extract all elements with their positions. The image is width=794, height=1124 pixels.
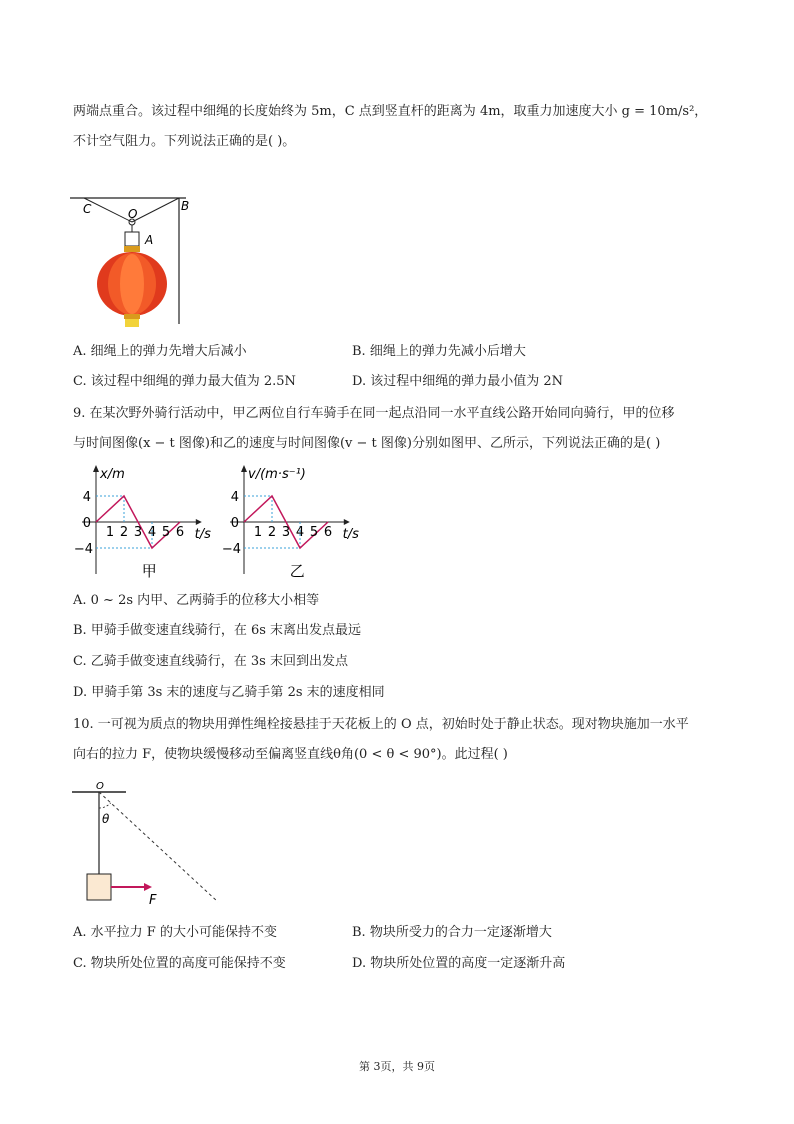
y-tick-label: 4 — [230, 490, 239, 505]
q8-option-b: B. 细绳上的弹力先减小后增大 — [352, 344, 526, 359]
q10-text-line1: 10. 一可视为质点的物块用弹性绳栓接悬挂于天花板上的 O 点，初始时处于静止状态。现对物块施加一水平 — [73, 717, 689, 732]
y-tick-label: 0 — [82, 516, 91, 531]
q9-option-b: B. 甲骑手做变速直线骑行，在 6s 末离出发点最远 — [73, 623, 362, 638]
lantern-cap — [124, 246, 140, 252]
chart-caption: 乙 — [289, 562, 305, 580]
y-tick-label: 0 — [230, 516, 239, 531]
q9-option-c: C. 乙骑手做变速直线骑行，在 3s 末回到出发点 — [73, 654, 348, 669]
q8-text-line2: 不计空气阻力。下列说法正确的是( )。 — [73, 134, 296, 149]
y-tick-label: −4 — [73, 542, 93, 557]
x-axis-arrow — [196, 519, 202, 525]
x-tick-label: 6 — [175, 525, 185, 540]
label-b: B — [181, 199, 190, 213]
x-tick-label: 5 — [161, 525, 171, 540]
x-tick-label: 6 — [323, 525, 333, 540]
label-c: C — [83, 202, 92, 216]
pendulum-figure — [70, 778, 230, 908]
x-tick-label: 1 — [253, 525, 263, 540]
x-tick-label: 2 — [119, 525, 129, 540]
q10-option-d: D. 物块所处位置的高度一定逐渐升高 — [352, 956, 566, 971]
x-tick-label: 5 — [309, 525, 319, 540]
q9-option-a: A. 0 ~ 2s 内甲、乙两骑手的位移大小相等 — [73, 593, 320, 608]
q8-text-line1: 两端点重合。该过程中细绳的长度始终为 5m，C 点到竖直杆的距离为 4m，取重力加速度大小 g = 10m/s²， — [73, 104, 708, 119]
lantern-figure — [70, 192, 200, 330]
y-axis-label: v/(m·s⁻¹) — [248, 467, 306, 482]
label-f: F — [149, 893, 157, 908]
q8-option-d: D. 该过程中细绳的弹力最小值为 2N — [352, 374, 564, 389]
label-theta: θ — [102, 812, 110, 826]
chart-jia — [73, 462, 223, 584]
page-footer: 第 3页，共 9页 — [359, 1060, 435, 1073]
x-tick-label: 1 — [105, 525, 115, 540]
x-axis-label: t/s — [194, 527, 211, 542]
y-axis-arrow — [241, 465, 247, 472]
x-tick-label: 3 — [281, 525, 291, 540]
chart-yi — [221, 462, 381, 584]
chart-caption: 甲 — [141, 562, 157, 580]
y-tick-label: −4 — [221, 542, 241, 557]
y-axis-label: x/m — [100, 467, 125, 482]
y-axis-arrow — [93, 465, 99, 472]
x-tick-label: 4 — [147, 525, 157, 540]
y-tick-label: 4 — [82, 490, 91, 505]
x-tick-label: 2 — [267, 525, 277, 540]
q10-option-c: C. 物块所处位置的高度可能保持不变 — [73, 956, 286, 971]
q8-option-a: A. 细绳上的弹力先增大后减小 — [73, 344, 247, 359]
q10-option-a: A. 水平拉力 F 的大小可能保持不变 — [73, 925, 277, 940]
block — [87, 874, 111, 900]
q9-option-d: D. 甲骑手第 3s 末的速度与乙骑手第 2s 末的速度相同 — [73, 685, 385, 700]
deflected-line — [99, 792, 218, 902]
x-axis-label: t/s — [342, 527, 359, 542]
x-tick-label: 3 — [133, 525, 143, 540]
label-o: O — [128, 207, 138, 221]
label-o: O — [96, 781, 104, 792]
q10-text-line2: 向右的拉力 F，使物块缓慢移动至偏离竖直线θ角(0 < θ < 90°)。此过程( ) — [73, 747, 508, 762]
label-a: A — [145, 233, 154, 247]
q9-text-line2: 与时间图像(x − t 图像)和乙的速度与时间图像(v − t 图像)分别如图甲、乙所示，下列说法正确的是( ) — [73, 436, 661, 451]
q8-option-c: C. 该过程中细绳的弹力最大值为 2.5N — [73, 374, 296, 389]
x-tick-label: 4 — [295, 525, 305, 540]
q10-option-b: B. 物块所受力的合力一定逐渐增大 — [352, 925, 552, 940]
x-axis-arrow — [344, 519, 350, 525]
q9-text-line1: 9. 在某次野外骑行活动中，甲乙两位自行车骑手在同一起点沿同一水平直线公路开始同向骑行，甲的位移 — [73, 406, 675, 421]
